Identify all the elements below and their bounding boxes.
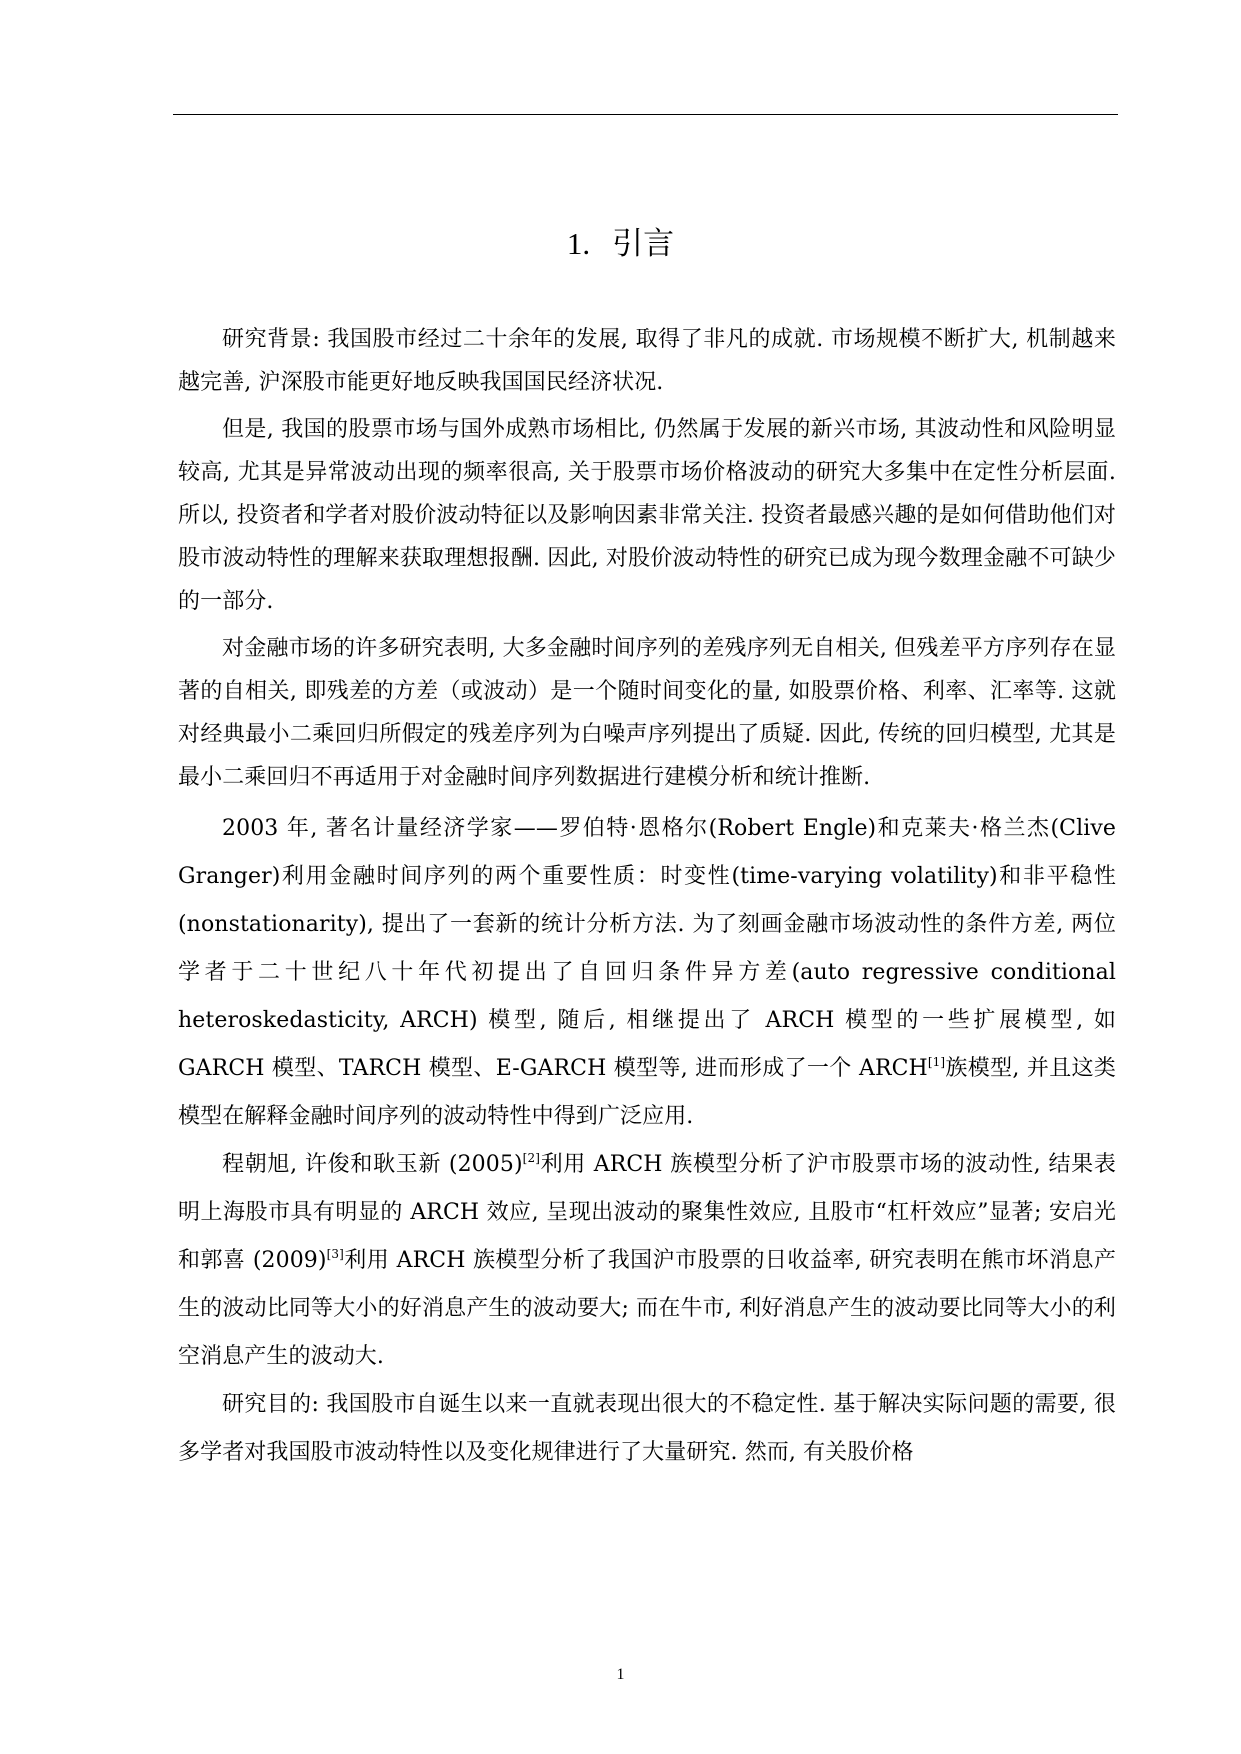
citation-ref-3: [3] xyxy=(326,1247,344,1261)
arch-history-text-end: 族模型, 并且这类模型在解释金融时间序列的波动特性中得到广泛应用. xyxy=(178,1056,1116,1129)
literature-text-3: 利用 ARCH 族模型分析了我国沪市股票的日收益率, 研究表明在熊市坏消息产生的波动比同等大小的好消息产生的波动要大; 而在牛市, 利好消息产生的波动要比同等大小的利空消息产生的波动大. xyxy=(178,1248,1116,1369)
section-title xyxy=(0,222,1241,266)
literature-text-2: 利用 ARCH 族模型分析了沪市股票市场的波动性, 结果表明上海股市具有明显的 ARCH 效应, 呈现出波动的聚集性效应, 且股市“杠杆效应”显著; 安启光和郭喜 (2009) xyxy=(178,1152,1116,1273)
paragraph-arch-history xyxy=(178,805,1116,1141)
page-number: 1 xyxy=(616,1666,625,1683)
literature-text-1: 程朝旭, 许俊和耿玉新 (2005) xyxy=(222,1152,523,1177)
section-number: 1. xyxy=(566,226,591,261)
header-rule xyxy=(173,114,1118,115)
body-text xyxy=(178,318,1116,1477)
section-heading: 引言 xyxy=(612,226,675,262)
paragraph-residual-autocorrelation: 对金融市场的许多研究表明, 大多金融时间序列的差残序列无自相关, 但残差平方序列存在显著的自相关, 即残差的方差（或波动）是一个随时间变化的量, 如股票价格、利率、汇率等. 这就对经典最小二乘回归所假定的残差序列为白噪声序列提出了质疑. 因此, 传统的回归模型, 尤其是最小二乘回归不再适用于对金融时间序列数据进行建模分析和统计推断. xyxy=(178,636,1116,790)
citation-ref-2: [2] xyxy=(522,1151,540,1165)
arch-history-text: 2003 年, 著名计量经济学家——罗伯特·恩格尔(Robert Engle)和克莱夫·格兰杰(Clive Granger)利用金融时间序列的两个重要性质：时变性(time-varying volatility)和非平稳性(nonstationarity), 提出了一套新的统计分析方法. 为了刻画金融市场波动性的条件方差, 两位学者于二十世纪八十年代初提出了自回归条件异方差(auto regressive conditional heteroskedasticity, ARCH) 模型, 随后, 相继提出了 ARCH 模型的一些扩展模型, 如 GARCH 模型、TARCH 模型、E-GARCH 模型等, 进而形成了一个 ARCH xyxy=(178,816,1116,1081)
citation-ref-1: [1] xyxy=(927,1055,946,1069)
paragraph-market-volatility: 但是, 我国的股票市场与国外成熟市场相比, 仍然属于发展的新兴市场, 其波动性和风险明显较高, 尤其是异常波动出现的频率很高, 关于股票市场价格波动的研究大多集中在定性分析层面. 所以, 投资者和学者对股价波动特征以及影响因素非常关注. 投资者最感兴趣的是如何借助他们对股市波动特性的理解来获取理想报酬. 因此, 对股价波动特性的研究已成为现今数理金融不可缺少的一部分. xyxy=(178,417,1116,614)
paragraph-research-purpose: 研究目的: 我国股市自诞生以来一直就表现出很大的不稳定性. 基于解决实际问题的需要, 很多学者对我国股市波动特性以及变化规律进行了大量研究. 然而, 有关股价格 xyxy=(178,1392,1116,1465)
paragraph-research-background: 研究背景: 我国股市经过二十余年的发展, 取得了非凡的成就. 市场规模不断扩大, 机制越来越完善, 沪深股市能更好地反映我国国民经济状况. xyxy=(178,327,1116,395)
paragraph-literature-review xyxy=(178,1141,1116,1381)
